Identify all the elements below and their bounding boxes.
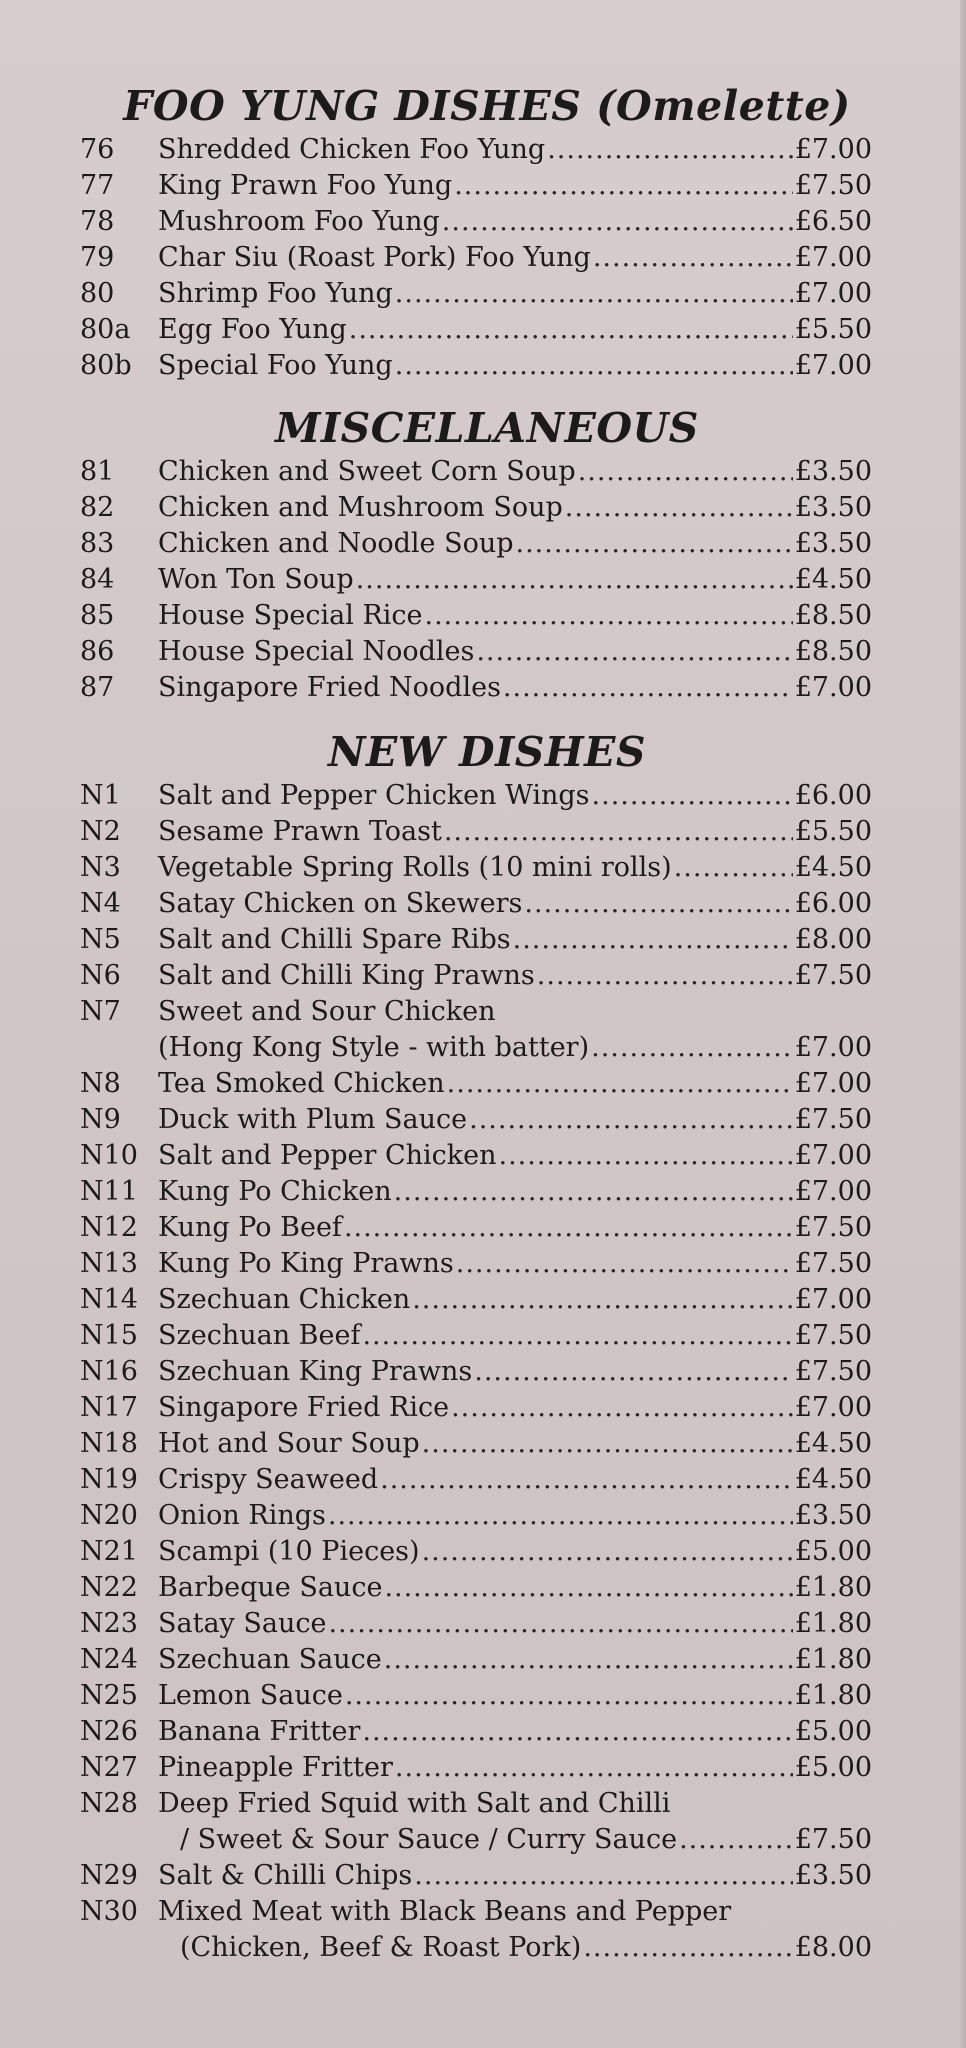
menu-item — [80, 922, 872, 958]
item-price: £6.00 — [794, 888, 872, 919]
dot-leader — [395, 348, 793, 384]
menu-item — [80, 1246, 872, 1282]
item-price: £7.50 — [794, 1212, 872, 1243]
menu-item — [80, 994, 872, 1066]
menu-item — [80, 670, 872, 706]
menu-item-list — [80, 132, 872, 384]
dot-leader — [592, 778, 793, 814]
menu-item — [80, 240, 872, 276]
menu-item — [80, 132, 872, 168]
item-number: N30 — [80, 1896, 138, 1927]
item-number: N20 — [80, 1500, 138, 1531]
item-number: N12 — [80, 1212, 138, 1243]
item-name: Singapore Fried Rice — [158, 1392, 450, 1423]
item-name: Salt & Chilli Chips — [158, 1860, 413, 1891]
item-number: 78 — [80, 206, 115, 237]
item-number: 80 — [80, 278, 115, 309]
menu-item — [80, 1858, 872, 1894]
item-name-continued: (Chicken, Beef & Roast Pork) — [180, 1932, 582, 1963]
item-price: £7.00 — [794, 1176, 872, 1207]
menu-item-line — [80, 1930, 872, 1966]
item-name: Singapore Fried Noodles — [158, 672, 501, 703]
item-price: £4.50 — [794, 852, 872, 883]
item-price: £3.50 — [794, 1500, 872, 1531]
item-number: 85 — [80, 600, 115, 631]
dot-leader — [583, 1930, 792, 1966]
item-number: N17 — [80, 1392, 138, 1423]
item-name: Onion Rings — [158, 1500, 326, 1531]
dot-leader — [537, 958, 793, 994]
item-price: £7.50 — [794, 1824, 872, 1855]
dot-leader — [565, 490, 793, 526]
item-price: £7.50 — [794, 1320, 872, 1351]
item-price: £3.50 — [794, 528, 872, 559]
item-name: Mushroom Foo Yung — [158, 206, 440, 237]
item-name: Egg Foo Yung — [158, 314, 347, 345]
item-price: £7.00 — [794, 1140, 872, 1171]
item-name: Deep Fried Squid with Salt and Chilli — [158, 1788, 671, 1819]
menu-item — [80, 1678, 872, 1714]
menu-item — [80, 1606, 872, 1642]
item-price: £5.50 — [794, 816, 872, 847]
dot-leader — [384, 1642, 793, 1678]
item-number: 81 — [80, 456, 115, 487]
item-number: N1 — [80, 780, 121, 811]
menu-item — [80, 1570, 872, 1606]
dot-leader — [454, 168, 792, 204]
item-number: N15 — [80, 1320, 138, 1351]
dot-leader — [578, 454, 793, 490]
menu-item — [80, 1066, 872, 1102]
item-price: £7.00 — [794, 1032, 872, 1063]
item-price: £5.00 — [794, 1536, 872, 1567]
dot-leader — [442, 204, 793, 240]
menu-item-list — [80, 454, 872, 706]
item-number: 84 — [80, 564, 115, 595]
dot-leader — [547, 132, 793, 168]
item-name: Vegetable Spring Rolls (10 mini rolls) — [158, 852, 672, 883]
item-price: £7.50 — [794, 1104, 872, 1135]
item-name: Shredded Chicken Foo Yung — [158, 134, 546, 165]
item-name-continued: (Hong Kong Style - with batter) — [158, 1032, 590, 1063]
item-number: 79 — [80, 242, 115, 273]
dot-leader — [328, 1606, 792, 1642]
item-name: Won Ton Soup — [158, 564, 354, 595]
item-price: £5.00 — [794, 1752, 872, 1783]
dot-leader — [513, 922, 793, 958]
item-number: N10 — [80, 1140, 138, 1171]
dot-leader — [362, 1714, 792, 1750]
page-edge — [960, 0, 966, 2048]
dot-leader — [593, 240, 793, 276]
menu-item — [80, 1102, 872, 1138]
menu-item — [80, 526, 872, 562]
menu-item — [80, 276, 872, 312]
item-number: N23 — [80, 1608, 138, 1639]
item-name: Duck with Plum Sauce — [158, 1104, 468, 1135]
dot-leader — [679, 1822, 793, 1858]
item-name: King Prawn Foo Yung — [158, 170, 453, 201]
dot-leader — [674, 850, 793, 886]
dot-leader — [422, 1534, 793, 1570]
item-price: £3.50 — [794, 1860, 872, 1891]
item-name-continued: / Sweet & Sour Sauce / Curry Sauce — [180, 1824, 678, 1855]
menu-item — [80, 1138, 872, 1174]
item-number: N28 — [80, 1788, 138, 1819]
dot-leader — [476, 634, 792, 670]
menu-item — [80, 1534, 872, 1570]
dot-leader — [456, 1246, 793, 1282]
menu-item — [80, 1318, 872, 1354]
menu-item — [80, 1462, 872, 1498]
dot-leader — [395, 276, 793, 312]
item-number: 77 — [80, 170, 115, 201]
item-number: 82 — [80, 492, 115, 523]
menu-item — [80, 562, 872, 598]
item-number: N16 — [80, 1356, 138, 1387]
dot-leader — [344, 1210, 793, 1246]
dot-leader — [447, 1066, 793, 1102]
menu-item-list — [80, 778, 872, 1966]
item-name: Szechuan Sauce — [158, 1644, 382, 1675]
menu-item — [80, 312, 872, 348]
menu-item — [80, 598, 872, 634]
menu-item — [80, 634, 872, 670]
dot-leader — [516, 526, 793, 562]
item-name: House Special Noodles — [158, 636, 475, 667]
item-name: Chicken and Sweet Corn Soup — [158, 456, 576, 487]
item-name: Szechuan Beef — [158, 1320, 361, 1351]
section-title: FOO YUNG DISHES (Omelette) — [123, 82, 851, 130]
item-price: £7.00 — [794, 134, 872, 165]
item-number: N18 — [80, 1428, 138, 1459]
menu-item — [80, 490, 872, 526]
menu-item — [80, 1642, 872, 1678]
item-number: N4 — [80, 888, 121, 919]
dot-leader — [451, 1390, 793, 1426]
item-price: £7.50 — [794, 1356, 872, 1387]
menu-item — [80, 1174, 872, 1210]
item-price: £7.00 — [794, 350, 872, 381]
menu-item — [80, 454, 872, 490]
item-number: N22 — [80, 1572, 138, 1603]
dot-leader — [362, 1318, 792, 1354]
item-price: £7.50 — [794, 960, 872, 991]
item-price: £1.80 — [794, 1572, 872, 1603]
menu-item — [80, 1354, 872, 1390]
item-price: £3.50 — [794, 456, 872, 487]
item-price: £5.00 — [794, 1716, 872, 1747]
item-name: Shrimp Foo Yung — [158, 278, 393, 309]
dot-leader — [524, 886, 792, 922]
item-number: 87 — [80, 672, 115, 703]
menu-item-line — [80, 1030, 872, 1066]
dot-leader — [384, 1570, 792, 1606]
item-number: 76 — [80, 134, 115, 165]
menu-item — [80, 168, 872, 204]
item-number: N8 — [80, 1068, 121, 1099]
menu-item — [80, 886, 872, 922]
menu-item — [80, 814, 872, 850]
item-price: £1.80 — [794, 1608, 872, 1639]
menu-item — [80, 1210, 872, 1246]
menu-item — [80, 204, 872, 240]
dot-leader — [356, 562, 793, 598]
item-price: £3.50 — [794, 492, 872, 523]
item-price: £8.50 — [794, 636, 872, 667]
item-number: N13 — [80, 1248, 138, 1279]
menu-item-line — [80, 1894, 872, 1930]
item-price: £5.50 — [794, 314, 872, 345]
section-title: MISCELLANEOUS — [275, 404, 699, 452]
item-number: N24 — [80, 1644, 138, 1675]
menu-item — [80, 1282, 872, 1318]
dot-leader — [394, 1174, 793, 1210]
item-name: Satay Chicken on Skewers — [158, 888, 523, 919]
dot-leader — [425, 598, 793, 634]
item-price: £4.50 — [794, 1464, 872, 1495]
item-number: 83 — [80, 528, 115, 559]
item-price: £7.50 — [794, 170, 872, 201]
item-name: Sweet and Sour Chicken — [158, 996, 496, 1027]
item-name: Salt and Chilli King Prawns — [158, 960, 535, 991]
section-title: NEW DISHES — [328, 728, 646, 776]
item-name: Salt and Pepper Chicken Wings — [158, 780, 590, 811]
item-number: 80b — [80, 350, 132, 381]
dot-leader — [380, 1462, 793, 1498]
menu-item — [80, 1714, 872, 1750]
item-name: Kung Po Beef — [158, 1212, 342, 1243]
item-price: £1.80 — [794, 1680, 872, 1711]
item-number: N6 — [80, 960, 121, 991]
dot-leader — [414, 1858, 792, 1894]
item-name: Hot and Sour Soup — [158, 1428, 420, 1459]
dot-leader — [345, 1678, 793, 1714]
item-price: £6.50 — [794, 206, 872, 237]
item-price: £6.00 — [794, 780, 872, 811]
dot-leader — [328, 1498, 793, 1534]
item-name: House Special Rice — [158, 600, 423, 631]
item-number: N19 — [80, 1464, 138, 1495]
menu-item — [80, 1750, 872, 1786]
item-price: £7.00 — [794, 1392, 872, 1423]
item-name: Satay Sauce — [158, 1608, 327, 1639]
item-number: N14 — [80, 1284, 138, 1315]
item-name: Pineapple Fritter — [158, 1752, 393, 1783]
item-number: N2 — [80, 816, 121, 847]
item-name: Barbeque Sauce — [158, 1572, 383, 1603]
item-price: £7.00 — [794, 242, 872, 273]
item-price: £7.00 — [794, 1068, 872, 1099]
item-name: Tea Smoked Chicken — [158, 1068, 445, 1099]
item-number: N11 — [80, 1176, 138, 1207]
menu-item-line — [80, 994, 872, 1030]
item-name: Crispy Seaweed — [158, 1464, 379, 1495]
menu-item — [80, 1894, 872, 1966]
item-name: Szechuan Chicken — [158, 1284, 411, 1315]
item-price: £1.80 — [794, 1644, 872, 1675]
menu-item — [80, 1786, 872, 1858]
item-name: Sesame Prawn Toast — [158, 816, 442, 847]
item-name: Lemon Sauce — [158, 1680, 343, 1711]
dot-leader — [469, 1102, 793, 1138]
item-name: Special Foo Yung — [158, 350, 393, 381]
item-name: Salt and Chilli Spare Ribs — [158, 924, 511, 955]
item-number: 86 — [80, 636, 115, 667]
item-price: £7.00 — [794, 1284, 872, 1315]
menu-item-line — [80, 1786, 872, 1822]
item-name: Scampi (10 Pieces) — [158, 1536, 420, 1567]
item-number: N26 — [80, 1716, 138, 1747]
dot-leader — [395, 1750, 793, 1786]
item-name: Salt and Pepper Chicken — [158, 1140, 497, 1171]
item-price: £7.00 — [794, 672, 872, 703]
item-name: Kung Po Chicken — [158, 1176, 392, 1207]
dot-leader — [474, 1354, 792, 1390]
dot-leader — [349, 312, 793, 348]
item-price: £4.50 — [794, 564, 872, 595]
dot-leader — [422, 1426, 793, 1462]
item-name: Kung Po King Prawns — [158, 1248, 454, 1279]
item-number: N25 — [80, 1680, 138, 1711]
item-number: 80a — [80, 314, 131, 345]
menu-item — [80, 348, 872, 384]
item-name: Char Siu (Roast Pork) Foo Yung — [158, 242, 591, 273]
item-price: £8.50 — [794, 600, 872, 631]
item-name: Banana Fritter — [158, 1716, 361, 1747]
item-number: N7 — [80, 996, 121, 1027]
item-price: £7.00 — [794, 278, 872, 309]
dot-leader — [412, 1282, 793, 1318]
item-number: N21 — [80, 1536, 138, 1567]
menu-item — [80, 778, 872, 814]
menu-item-line — [80, 1822, 872, 1858]
menu-item — [80, 1390, 872, 1426]
item-price: £8.00 — [794, 924, 872, 955]
item-price: £8.00 — [794, 1932, 872, 1963]
item-name: Mixed Meat with Black Beans and Pepper — [158, 1896, 732, 1927]
item-name: Chicken and Mushroom Soup — [158, 492, 563, 523]
item-number: N27 — [80, 1752, 138, 1783]
dot-leader — [591, 1030, 793, 1066]
item-number: N9 — [80, 1104, 121, 1135]
dot-leader — [503, 670, 793, 706]
item-number: N3 — [80, 852, 121, 883]
dot-leader — [499, 1138, 793, 1174]
menu-item — [80, 1426, 872, 1462]
item-price: £7.50 — [794, 1248, 872, 1279]
menu-content — [80, 80, 872, 1966]
menu-item — [80, 958, 872, 994]
item-number: N5 — [80, 924, 121, 955]
menu-item — [80, 850, 872, 886]
item-name: Chicken and Noodle Soup — [158, 528, 514, 559]
item-price: £4.50 — [794, 1428, 872, 1459]
dot-leader — [444, 814, 793, 850]
item-name: Szechuan King Prawns — [158, 1356, 473, 1387]
menu-item — [80, 1498, 872, 1534]
item-number: N29 — [80, 1860, 138, 1891]
